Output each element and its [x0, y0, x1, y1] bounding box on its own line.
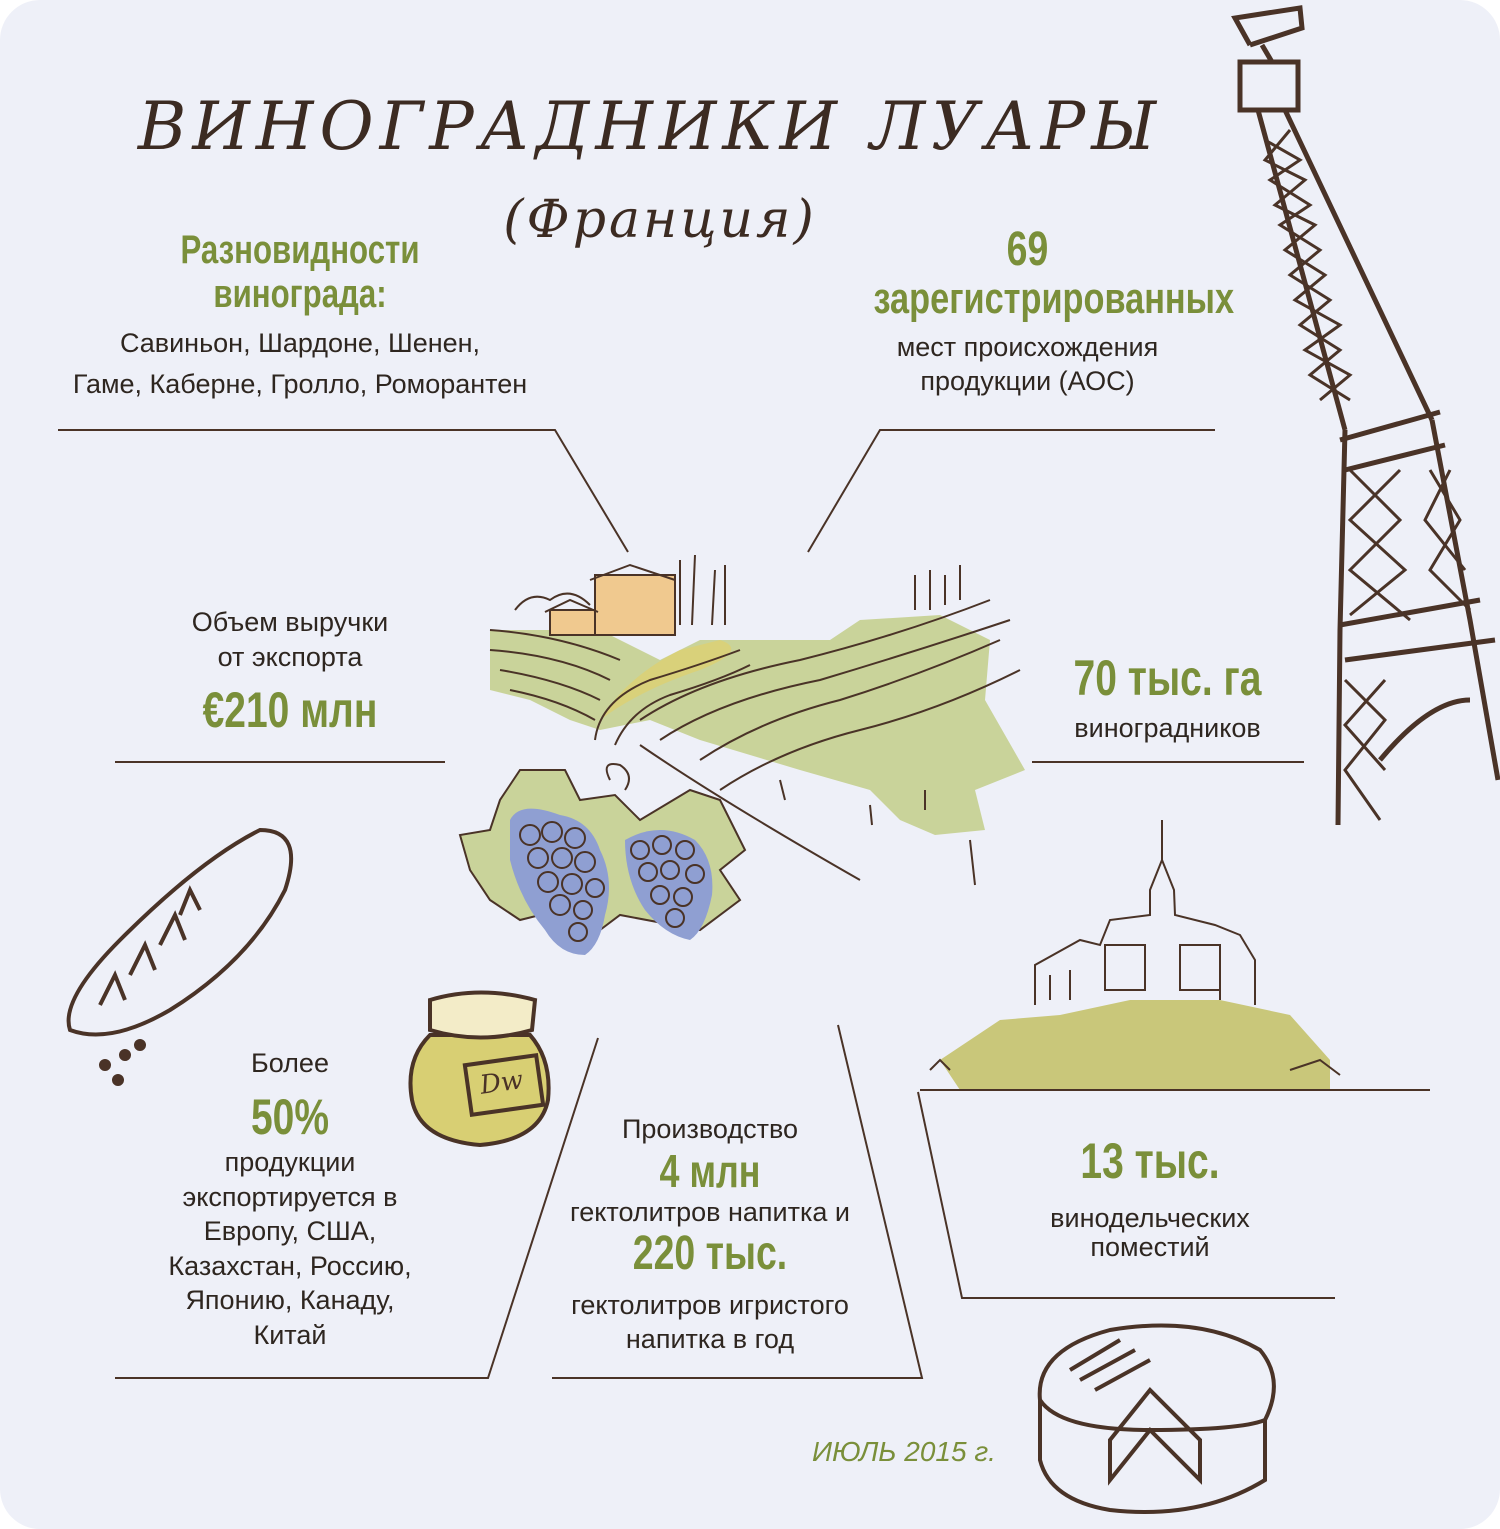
production-value-2: 220 тыс.: [632, 1227, 788, 1281]
export-revenue-value: €210 млн: [202, 682, 378, 739]
export-revenue-block: [120, 605, 460, 737]
grapes-icon: [460, 764, 745, 955]
production-block: [530, 1112, 890, 1357]
divider-grapes: [58, 430, 628, 552]
production-value-1: 4 млн: [659, 1144, 761, 1197]
aoc-number: 69: [1006, 223, 1049, 276]
jar-label: Dw: [478, 1065, 525, 1101]
production-desc-2: напитка в год: [625, 1324, 795, 1355]
mont-saint-michel-icon: [920, 820, 1430, 1090]
grape-varieties-block: [0, 228, 600, 401]
estates-value: 13 тыс.: [1080, 1133, 1220, 1189]
aoc-block: [830, 223, 1235, 399]
cheese-icon: [1040, 1326, 1274, 1513]
page-subtitle: (Франция): [503, 190, 817, 250]
grape-varieties-heading-2: винограда:: [213, 272, 387, 316]
export-revenue-label-1: Объем выручки: [191, 607, 389, 637]
page-title: ВИНОГРАДНИКИ ЛУАРЫ: [137, 88, 1163, 165]
grape-varieties-list-1: Савиньон, Шардоне, Шенен,: [119, 328, 481, 358]
export-share-value: 50%: [250, 1088, 330, 1145]
export-share-line-4: Казахстан, Россию,: [168, 1250, 412, 1281]
estates-label-2: поместий: [1090, 1232, 1210, 1263]
estates-label-1: винодельческих: [1050, 1202, 1250, 1233]
aoc-desc-1: мест происхождения: [896, 331, 1159, 362]
estates-block: [1010, 1135, 1290, 1263]
export-share-block: [130, 1046, 450, 1352]
export-share-line-5: Японию, Канаду,: [185, 1285, 395, 1316]
aoc-label: зарегистрированных: [873, 274, 1235, 324]
export-share-line-2: экспортируется в: [182, 1181, 398, 1212]
export-share-line-1: продукции: [224, 1147, 356, 1178]
aoc-desc-2: продукции (АОС): [920, 366, 1135, 397]
grape-varieties-heading-1: Разновидности: [180, 228, 420, 272]
production-mid: гектолитров напитка и: [570, 1196, 850, 1227]
export-share-line-3: Европу, США,: [203, 1216, 377, 1247]
export-share-line-6: Китай: [253, 1319, 327, 1350]
export-share-prefix: Более: [251, 1048, 329, 1078]
vineyard-area-block: [1030, 652, 1305, 745]
production-desc-1: гектолитров игристого: [571, 1289, 849, 1320]
vineyard-area-label: виноградников: [1074, 712, 1261, 743]
production-label: Производство: [621, 1114, 799, 1144]
grape-varieties-list-2: Гаме, Каберне, Гролло, Роморантен: [72, 368, 528, 399]
divider-aoc: [808, 430, 1215, 552]
export-revenue-label-2: от экспорта: [217, 641, 363, 672]
footer-date: ИЮЛЬ 2015 г.: [812, 1436, 996, 1467]
vineyard-area-value: 70 тыс. га: [1073, 650, 1262, 706]
